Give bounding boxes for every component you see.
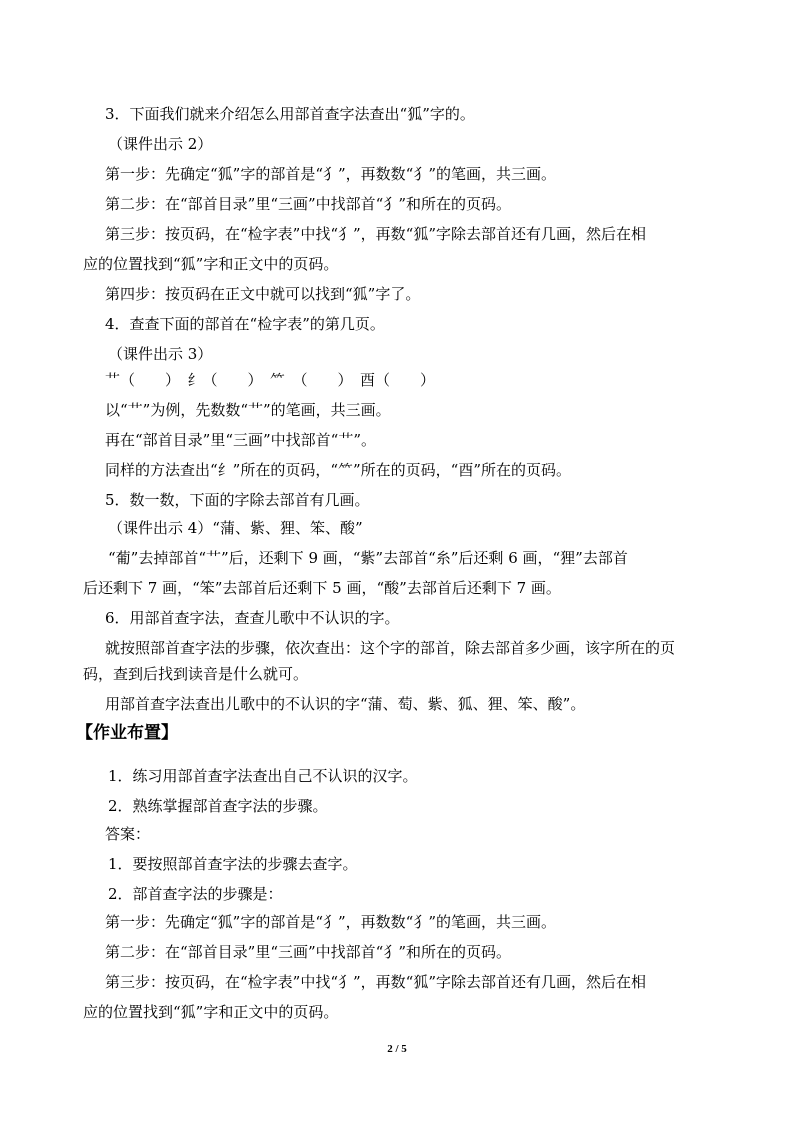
answer-2: 2．部首查字法的步骤是：: [108, 885, 283, 903]
step-three: 第三步：按页码，在“检字表”中找“犭”，再数“狐”字除去部首还有几画，然后在相: [105, 225, 647, 243]
radical-blanks: 艹（ ） 纟（ ） ⺮ （ ） 酉（ ）: [105, 371, 436, 389]
answer-step-three-cont: 应的位置找到“狐”字和正文中的页码。: [83, 1003, 339, 1021]
step-two: 第二步：在“部首目录”里“三画”中找部首“犭”和所在的页码。: [105, 195, 512, 213]
step-one: 第一步：先确定“狐”字的部首是“犭”，再数数“犭”的笔画，共三画。: [105, 165, 557, 183]
stroke-count-cont: 后还剩下 7 画，“笨”去部首后还剩下 5 画，“酸”去部首后还剩下 7 画。: [83, 579, 561, 597]
answer-step-two: 第二步：在“部首目录”里“三画”中找部首“犭”和所在的页码。: [105, 943, 512, 961]
page-number: 2 / 5: [387, 1043, 407, 1055]
procedure-line: 就按照部首查字法的步骤，依次查出：这个字的部首，除去部首多少画，该字所在的页: [105, 639, 676, 657]
answer-label: 答案：: [105, 825, 151, 843]
item-4: 4．查查下面的部首在“检字表”的第几页。: [105, 315, 385, 333]
step-three-cont: 应的位置找到“狐”字和正文中的页码。: [83, 255, 339, 273]
example-line: 以“艹”为例，先数数“艹”的笔画，共三画。: [105, 401, 391, 419]
answer-step-three: 第三步：按页码，在“检字表”中找“犭”，再数“狐”字除去部首还有几画，然后在相: [105, 973, 647, 991]
same-method-line: 同样的方法查出“纟”所在的页码，“⺮”所在的页码，“酉”所在的页码。: [105, 461, 572, 479]
stroke-count-line: “葡”去掉部首“艹”后，还剩下 9 画，“紫”去部首“糸”后还剩 6 画，“狸”去部首: [108, 549, 628, 567]
item-5: 5．数一数，下面的字除去部首有几画。: [105, 491, 370, 509]
courseware-note-4: （课件出示 4）“蒲、紫、狸、笨、酸”: [108, 519, 363, 537]
item-6: 6．用部首查字法，查查儿歌中不认识的字。: [105, 609, 400, 627]
courseware-note-3: （课件出示 3）: [108, 345, 213, 363]
homework-heading: 【作业布置】: [76, 723, 178, 743]
answer-1: 1．要按照部首查字法的步骤去查字。: [108, 855, 358, 873]
step-four: 第四步：按页码在正文中就可以找到“狐”字了。: [105, 285, 421, 303]
lookup-song-words: 用部首查字法查出儿歌中的不认识的字“蒲、萄、紫、狐、狸、笨、酸”。: [105, 695, 586, 713]
step-3-intro: 3．下面我们就来介绍怎么用部首查字法查出“狐”字的。: [105, 105, 475, 123]
courseware-note-2: （课件出示 2）: [108, 135, 213, 153]
procedure-cont: 码，查到后找到读音是什么就可。: [83, 665, 309, 683]
lookup-line: 再在“部首目录”里“三画”中找部首“艹”。: [105, 431, 377, 449]
answer-step-one: 第一步：先确定“狐”字的部首是“犭”，再数数“犭”的笔画，共三画。: [105, 913, 557, 931]
homework-item-2: 2．熟练掌握部首查字法的步骤。: [108, 797, 328, 815]
homework-item-1: 1．练习用部首查字法查出自己不认识的汉字。: [108, 767, 418, 785]
